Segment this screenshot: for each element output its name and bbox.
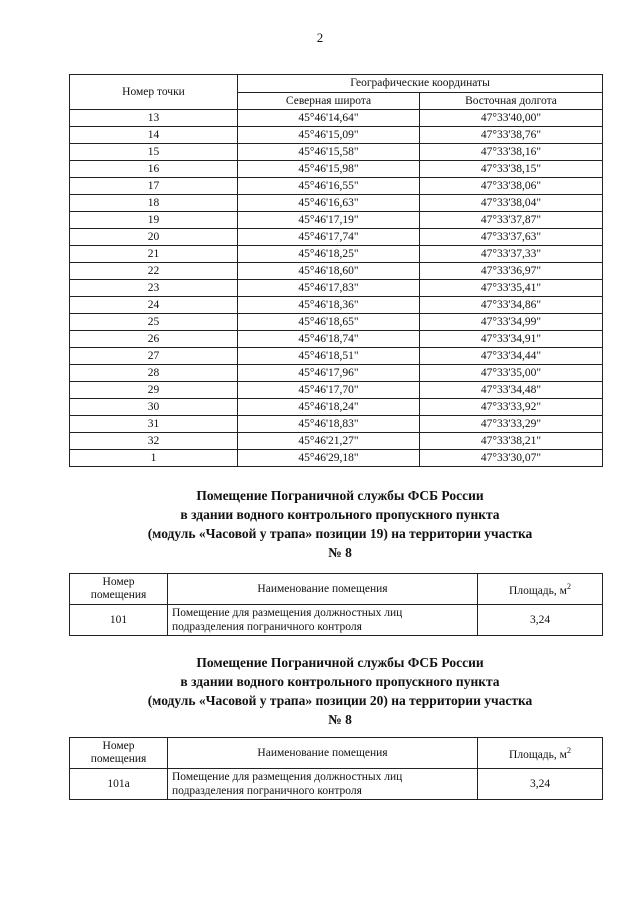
latitude-cell: 45°46'15,09" [238,127,420,144]
latitude-cell: 45°46'18,51" [238,348,420,365]
point-number-cell: 13 [70,110,238,127]
table-row [70,246,603,263]
longitude-cell: 47°33'37,33" [420,246,603,263]
header-area-sup: 2 [566,746,571,756]
longitude-cell: 47°33'38,76" [420,127,603,144]
latitude-cell: 45°46'14,64" [238,110,420,127]
point-number-cell: 24 [70,297,238,314]
table-row [70,110,603,127]
table-row [70,348,603,365]
latitude-cell: 45°46'18,24" [238,399,420,416]
point-number-cell: 27 [70,348,238,365]
longitude-cell: 47°33'34,44" [420,348,603,365]
latitude-cell: 45°46'15,58" [238,144,420,161]
section1-rooms-table [69,573,603,636]
longitude-cell: 47°33'36,97" [420,263,603,280]
table-row [70,263,603,280]
table-row [70,450,603,467]
table-row [70,297,603,314]
point-number-cell: 20 [70,229,238,246]
header-area-label: Площадь, м [509,584,567,597]
point-number-cell: 28 [70,365,238,382]
latitude-cell: 45°46'18,60" [238,263,420,280]
table-row [70,127,603,144]
latitude-cell: 45°46'18,25" [238,246,420,263]
section2-title-line: Помещение Пограничной службы ФСБ России [196,655,484,670]
header-room-number [70,738,168,769]
section2-title-line: в здании водного контрольного пропускного пункта [180,674,500,689]
coordinates-table-body [70,110,603,467]
point-number-cell: 22 [70,263,238,280]
point-number-cell: 32 [70,433,238,450]
header-room-name: Наименование помещения [168,574,478,605]
header-room-name: Наименование помещения [168,738,478,769]
room-number: 101 [70,605,168,636]
header-area-label: Площадь, м [509,748,567,761]
latitude-cell: 45°46'17,96" [238,365,420,382]
room-name-line1: Помещение для размещения должностных лиц [172,607,403,619]
latitude-cell: 45°46'18,65" [238,314,420,331]
section2-rooms-table [69,737,603,800]
table-row [70,365,603,382]
header-room-number-line1: Номер [102,740,135,752]
section2-title [60,653,620,729]
longitude-cell: 47°33'35,00" [420,365,603,382]
section1-title-line: Помещение Пограничной службы ФСБ России [196,488,484,503]
room-number: 101а [70,769,168,800]
header-room-number [70,574,168,605]
room-name [168,605,478,636]
table-row [70,229,603,246]
header-room-number-line2: помещения [90,589,147,601]
longitude-cell: 47°33'38,06" [420,178,603,195]
longitude-cell: 47°33'38,16" [420,144,603,161]
table-row [70,161,603,178]
longitude-cell: 47°33'30,07" [420,450,603,467]
longitude-cell: 47°33'37,63" [420,229,603,246]
table-row [70,382,603,399]
section1-title-line: в здании водного контрольного пропускного пункта [180,507,500,522]
room-name [168,769,478,800]
table-row [70,195,603,212]
room-area: 3,24 [478,769,603,800]
longitude-cell: 47°33'35,41" [420,280,603,297]
point-number-cell: 17 [70,178,238,195]
section2-title-line: № 8 [328,712,352,727]
table-row [70,399,603,416]
table-row [70,212,603,229]
latitude-cell: 45°46'21,27" [238,433,420,450]
latitude-cell: 45°46'18,74" [238,331,420,348]
section1-title-line: (модуль «Часовой у трапа» позиции 19) на территории участка [147,526,533,541]
latitude-cell: 45°46'18,83" [238,416,420,433]
longitude-cell: 47°33'40,00" [420,110,603,127]
longitude-cell: 47°33'34,99" [420,314,603,331]
longitude-cell: 47°33'34,48" [420,382,603,399]
coordinates-table [69,74,603,467]
header-room-number-line1: Номер [102,576,135,588]
latitude-cell: 45°46'17,19" [238,212,420,229]
longitude-cell: 47°33'33,29" [420,416,603,433]
latitude-cell: 45°46'17,74" [238,229,420,246]
room-name-line2: подразделения пограничного контроля [172,785,362,797]
point-number-cell: 23 [70,280,238,297]
point-number-cell: 21 [70,246,238,263]
longitude-cell: 47°33'37,87" [420,212,603,229]
latitude-cell: 45°46'15,98" [238,161,420,178]
header-geo-coordinates: Географические координаты [238,75,603,93]
latitude-cell: 45°46'16,55" [238,178,420,195]
longitude-cell: 47°33'38,21" [420,433,603,450]
table-row [70,331,603,348]
table-row [70,433,603,450]
latitude-cell: 45°46'17,83" [238,280,420,297]
point-number-cell: 1 [70,450,238,467]
point-number-cell: 26 [70,331,238,348]
point-number-cell: 16 [70,161,238,178]
point-number-cell: 29 [70,382,238,399]
section1-title-line: № 8 [328,545,352,560]
latitude-cell: 45°46'17,70" [238,382,420,399]
longitude-cell: 47°33'34,86" [420,297,603,314]
longitude-cell: 47°33'38,15" [420,161,603,178]
section1-title [60,486,620,562]
point-number-cell: 15 [70,144,238,161]
latitude-cell: 45°46'18,36" [238,297,420,314]
header-area-sup: 2 [566,582,571,592]
room-area: 3,24 [478,605,603,636]
point-number-cell: 18 [70,195,238,212]
table-row [70,280,603,297]
longitude-cell: 47°33'38,04" [420,195,603,212]
point-number-cell: 14 [70,127,238,144]
header-area [478,738,603,769]
longitude-cell: 47°33'34,91" [420,331,603,348]
latitude-cell: 45°46'29,18" [238,450,420,467]
page-number: 2 [316,30,324,45]
point-number-cell: 25 [70,314,238,331]
point-number-cell: 31 [70,416,238,433]
latitude-cell: 45°46'16,63" [238,195,420,212]
header-room-number-line2: помещения [90,753,147,765]
header-latitude: Северная широта [238,92,420,110]
header-point-number: Номер точки [70,75,238,110]
table-row [70,144,603,161]
room-name-line2: подразделения пограничного контроля [172,621,362,633]
longitude-cell: 47°33'33,92" [420,399,603,416]
header-longitude: Восточная долгота [420,92,603,110]
table-row [70,314,603,331]
header-area [478,574,603,605]
point-number-cell: 30 [70,399,238,416]
table-row [70,416,603,433]
room-name-line1: Помещение для размещения должностных лиц [172,771,403,783]
section2-title-line: (модуль «Часовой у трапа» позиции 20) на территории участка [147,693,533,708]
table-row [70,178,603,195]
point-number-cell: 19 [70,212,238,229]
